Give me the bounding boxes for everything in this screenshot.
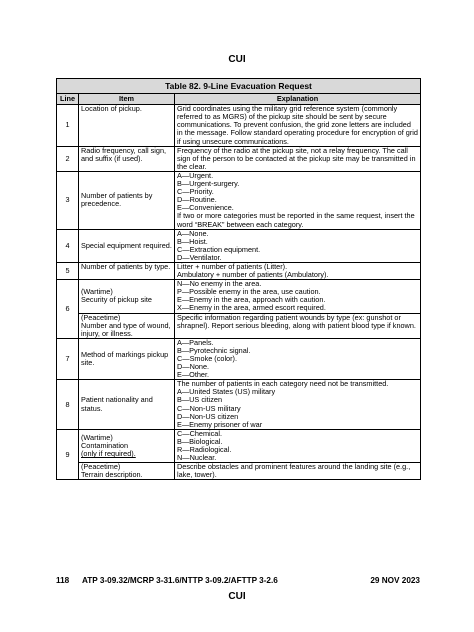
item-cell: Location of pickup. (79, 105, 175, 146)
item-cell (79, 280, 175, 313)
explanation-line: C—Chemical. (177, 428, 223, 438)
table-title: Table 82. 9-Line Evacuation Request (57, 79, 421, 94)
col-header-item: Item (79, 94, 175, 105)
item-qualifier: (Peacetime) (81, 462, 121, 472)
explanation-line: E—Other. (177, 370, 210, 380)
explanation-line: A—None. (177, 228, 209, 238)
table-row (57, 146, 421, 171)
explanation-cell (175, 171, 421, 229)
item-text: Number and type of wound, injury, or illness. (81, 320, 171, 338)
explanation-line: E—Convenience. (177, 203, 234, 213)
item-cell: Number of patients by type. (79, 262, 175, 279)
item-text: Security of pickup site (81, 295, 152, 305)
explanation-cell (175, 229, 421, 262)
explanation-line: C—Non-US military (177, 403, 241, 413)
table-row (57, 380, 421, 430)
evacuation-table-container (56, 78, 420, 480)
table-row (57, 429, 421, 462)
explanation-cell (175, 429, 421, 462)
item-cell: Number of patients by precedence. (79, 171, 175, 229)
explanation-line: B—Pyrotechnic signal. (177, 345, 251, 355)
item-qualifier: (Wartime) (81, 287, 113, 297)
explanation-intro: The number of patients in each category need not be transmitted. (177, 379, 389, 389)
line-number: 1 (57, 105, 79, 146)
explanation-cell (175, 380, 421, 430)
explanation-line: C—Smoke (color). (177, 354, 238, 363)
explanation-line: N—Nuclear. (177, 453, 217, 463)
explanation-cell: Describe obstacles and prominent features around the landing site (e.g., lake, tower). (175, 463, 421, 480)
item-cell: Patient nationality and status. (79, 380, 175, 430)
publication-date: 29 NOV 2023 (370, 576, 420, 585)
table-row (57, 280, 421, 313)
explanation-line: Ambulatory + number of patients (Ambulatory). (177, 270, 329, 280)
explanation-line: N—No enemy in the area. (177, 279, 262, 289)
explanation-line: Litter + number of patients (Litter). (177, 261, 288, 271)
explanation-line: E—Enemy in the area, approach with caution. (177, 295, 326, 305)
explanation-line: R—Radiological. (177, 445, 232, 455)
item-cell: Radio frequency, call sign, and suffix (if used). (79, 146, 175, 171)
item-cell (79, 429, 175, 462)
line-number: 7 (57, 338, 79, 379)
page-number: 118 (56, 576, 70, 585)
explanation-line: D—Routine. (177, 195, 217, 205)
explanation-cell (175, 338, 421, 379)
explanation-cell (175, 262, 421, 279)
explanation-line: C—Extraction equipment. (177, 244, 261, 254)
explanation-cell (175, 280, 421, 313)
explanation-cell: Frequency of the radio at the pickup site, not a relay frequency. The call sign of the person to be contacted at the pickup site may be transmitted in the clear. (175, 146, 421, 171)
item-text: Contamination (81, 440, 129, 450)
explanation-line: A—United States (US) military (177, 387, 276, 397)
table-row (57, 229, 421, 262)
explanation-line: B—US citizen (177, 395, 223, 405)
line-number: 3 (57, 171, 79, 229)
table-row (57, 262, 421, 279)
line-number: 9 (57, 429, 79, 480)
col-header-line: Line (57, 94, 79, 105)
explanation-cell: Grid coordinates using the military grid reference system (commonly referred to as MGRS) of the pickup site should be sent by secure communications. To prevent confusion, the grid zone letters are included in the message. Follow standard operating procedure for encryption of grid if using unsecure communications. (175, 105, 421, 146)
explanation-cell: Specific information regarding patient wounds by type (ex: gunshot or shrapnel). Report serious bleeding, along with patient blood type if known. (175, 313, 421, 338)
explanation-line: B—Hoist. (177, 236, 208, 246)
table-title-row (57, 79, 421, 94)
table-row (57, 338, 421, 379)
explanation-line: B—Urgent-surgery. (177, 179, 240, 189)
explanation-note: If two or more categories must be reported in the same request, insert the word “BREAK” between each category. (177, 211, 415, 229)
line-number: 5 (57, 262, 79, 279)
col-header-explanation: Explanation (175, 94, 421, 105)
item-qualifier: (Wartime) (81, 432, 113, 442)
line-number: 8 (57, 380, 79, 430)
explanation-line: B—Biological. (177, 436, 223, 446)
explanation-line: D—Ventilator. (177, 252, 222, 262)
item-cell: Method of markings pickup site. (79, 338, 175, 379)
explanation-line: C—Priority. (177, 187, 214, 197)
explanation-line: E—Enemy prisoner of war (177, 419, 263, 429)
evacuation-request-table (56, 78, 421, 480)
cui-marking-top: CUI (228, 54, 246, 65)
table-subrow (57, 463, 421, 480)
table-row (57, 105, 421, 146)
line-number: 6 (57, 280, 79, 339)
item-cell (79, 313, 175, 338)
item-text: Terrain description. (81, 470, 143, 480)
table-subrow (57, 313, 421, 338)
explanation-line: A—Urgent. (177, 170, 214, 180)
line-number: 2 (57, 146, 79, 171)
explanation-line: D—Non-US citizen (177, 411, 239, 421)
cui-marking-bottom: CUI (228, 591, 246, 602)
item-cell: Special equipment required. (79, 229, 175, 262)
explanation-line: P—Possible enemy in the area, use caution. (177, 287, 321, 297)
item-qualifier: (Peacetime) (81, 312, 121, 322)
explanation-line: X—Enemy in the area, armed escort required. (177, 303, 326, 313)
explanation-line: A—Panels. (177, 337, 214, 347)
table-row (57, 171, 421, 229)
item-note: (only if required). (81, 449, 136, 459)
item-cell (79, 463, 175, 480)
table-header-row (57, 94, 421, 105)
explanation-line: D—None. (177, 362, 210, 372)
line-number: 4 (57, 229, 79, 262)
publication-id: ATP 3-09.32/MCRP 3-31.6/NTTP 3-09.2/AFTTP 3-2.6 (82, 576, 278, 585)
